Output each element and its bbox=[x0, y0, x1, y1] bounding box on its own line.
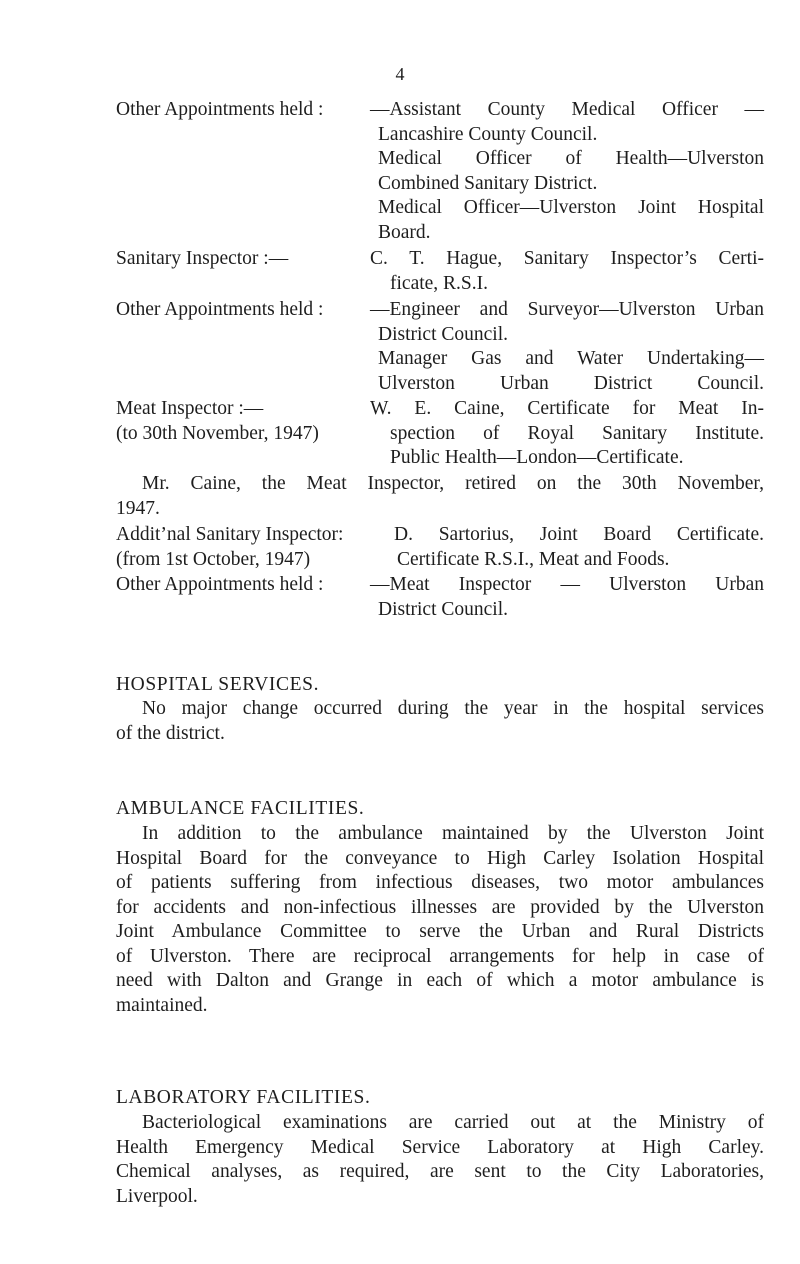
paragraph-line: of the district. bbox=[116, 722, 225, 744]
section-heading-ambulance: AMBULANCE FACILITIES. bbox=[116, 798, 365, 819]
entry-label: Other Appointments held : bbox=[116, 574, 324, 595]
hospital-paragraph bbox=[116, 697, 764, 746]
entry-line: Medical Officer—Ulverston Joint Hospital bbox=[378, 197, 764, 218]
entry-value bbox=[370, 573, 764, 622]
entry-label bbox=[116, 397, 319, 446]
entry-label-line: Meat Inspector :— bbox=[116, 398, 264, 419]
entry-line: —Meat Inspector — Ulverston Urban bbox=[370, 574, 764, 595]
paragraph-line: In addition to the ambulance maintained by the Ulverston Joint bbox=[142, 823, 764, 844]
section-heading-hospital: HOSPITAL SERVICES. bbox=[116, 674, 320, 695]
paragraph-line: 1947. bbox=[116, 497, 160, 519]
paragraph-line: of patients suffering from infectious diseases, two motor ambulances bbox=[116, 872, 764, 893]
paragraph-line: No major change occurred during the year in the hospital services bbox=[142, 698, 764, 719]
paragraph-line: Bacteriological examinations are carried out at the Ministry of bbox=[142, 1112, 764, 1133]
paragraph-line: of Ulverston. There are reciprocal arrangements for help in case of bbox=[116, 945, 764, 967]
entry-label: Sanitary Inspector :— bbox=[116, 248, 289, 269]
entry-label-line: (from 1st October, 1947) bbox=[116, 548, 311, 570]
entry-line: Lancashire County Council. bbox=[378, 123, 598, 145]
entry-line: Ulverston Urban District Council. bbox=[378, 372, 764, 394]
entry-line: Combined Sanitary District. bbox=[378, 172, 598, 194]
paragraph-line: Joint Ambulance Committee to serve the Urban and Rural Districts bbox=[116, 921, 764, 942]
paragraph-line: Health Emergency Medical Service Laboratory at High Carley. bbox=[116, 1136, 764, 1158]
entry-line: Medical Officer of Health—Ulverston bbox=[378, 148, 764, 169]
entry-line: District Council. bbox=[378, 598, 508, 620]
paragraph-line: maintained. bbox=[116, 994, 208, 1016]
entry-line: Certificate R.S.I., Meat and Foods. bbox=[397, 548, 670, 570]
paragraph-line: Mr. Caine, the Meat Inspector, retired on the 30th November, bbox=[142, 473, 764, 494]
entry-value bbox=[370, 298, 764, 396]
entry-line: District Council. bbox=[378, 323, 508, 345]
laboratory-paragraph bbox=[116, 1111, 764, 1209]
entry-label: Other Appointments held : bbox=[116, 299, 324, 320]
entry-line: ficate, R.S.I. bbox=[390, 272, 489, 294]
entry-value bbox=[370, 247, 764, 296]
entry-line: W. E. Caine, Certificate for Meat In- bbox=[370, 398, 764, 419]
entry-line: D. Sartorius, Joint Board Certificate. bbox=[394, 524, 764, 545]
entry-label: Other Appointments held : bbox=[116, 99, 324, 120]
ambulance-paragraph bbox=[116, 822, 764, 1018]
entry-line: Public Health—London—Certificate. bbox=[390, 447, 684, 468]
entry-value bbox=[394, 523, 764, 572]
entry-label-line: (to 30th November, 1947) bbox=[116, 422, 319, 444]
entry-line: Manager Gas and Water Undertaking— bbox=[378, 348, 764, 369]
paragraph-line: Hospital Board for the conveyance to High Carley Isolation Hospital bbox=[116, 847, 764, 869]
entry-label bbox=[116, 523, 343, 572]
retirement-note bbox=[116, 472, 764, 521]
paragraph-line: Chemical analyses, as required, are sent to the City Laboratories, bbox=[116, 1161, 764, 1182]
entry-value bbox=[370, 397, 764, 471]
entry-line: Board. bbox=[378, 221, 431, 243]
entry-line: spection of Royal Sanitary Institute. bbox=[390, 422, 764, 444]
paragraph-line: need with Dalton and Grange in each of which a motor ambulance is bbox=[116, 970, 764, 991]
entry-value bbox=[370, 98, 764, 245]
entry-line: —Engineer and Surveyor—Ulverston Urban bbox=[370, 299, 764, 320]
paragraph-line: for accidents and non-infectious illnesses are provided by the Ulverston bbox=[116, 896, 764, 918]
page-number: 4 bbox=[395, 64, 405, 84]
section-heading-laboratory: LABORATORY FACILITIES. bbox=[116, 1087, 371, 1108]
paragraph-line: Liverpool. bbox=[116, 1185, 198, 1207]
entry-line: —Assistant County Medical Officer — bbox=[370, 99, 764, 120]
entry-line: C. T. Hague, Sanitary Inspector’s Certi- bbox=[370, 248, 764, 269]
entry-label-line: Addit’nal Sanitary Inspector: bbox=[116, 524, 344, 545]
